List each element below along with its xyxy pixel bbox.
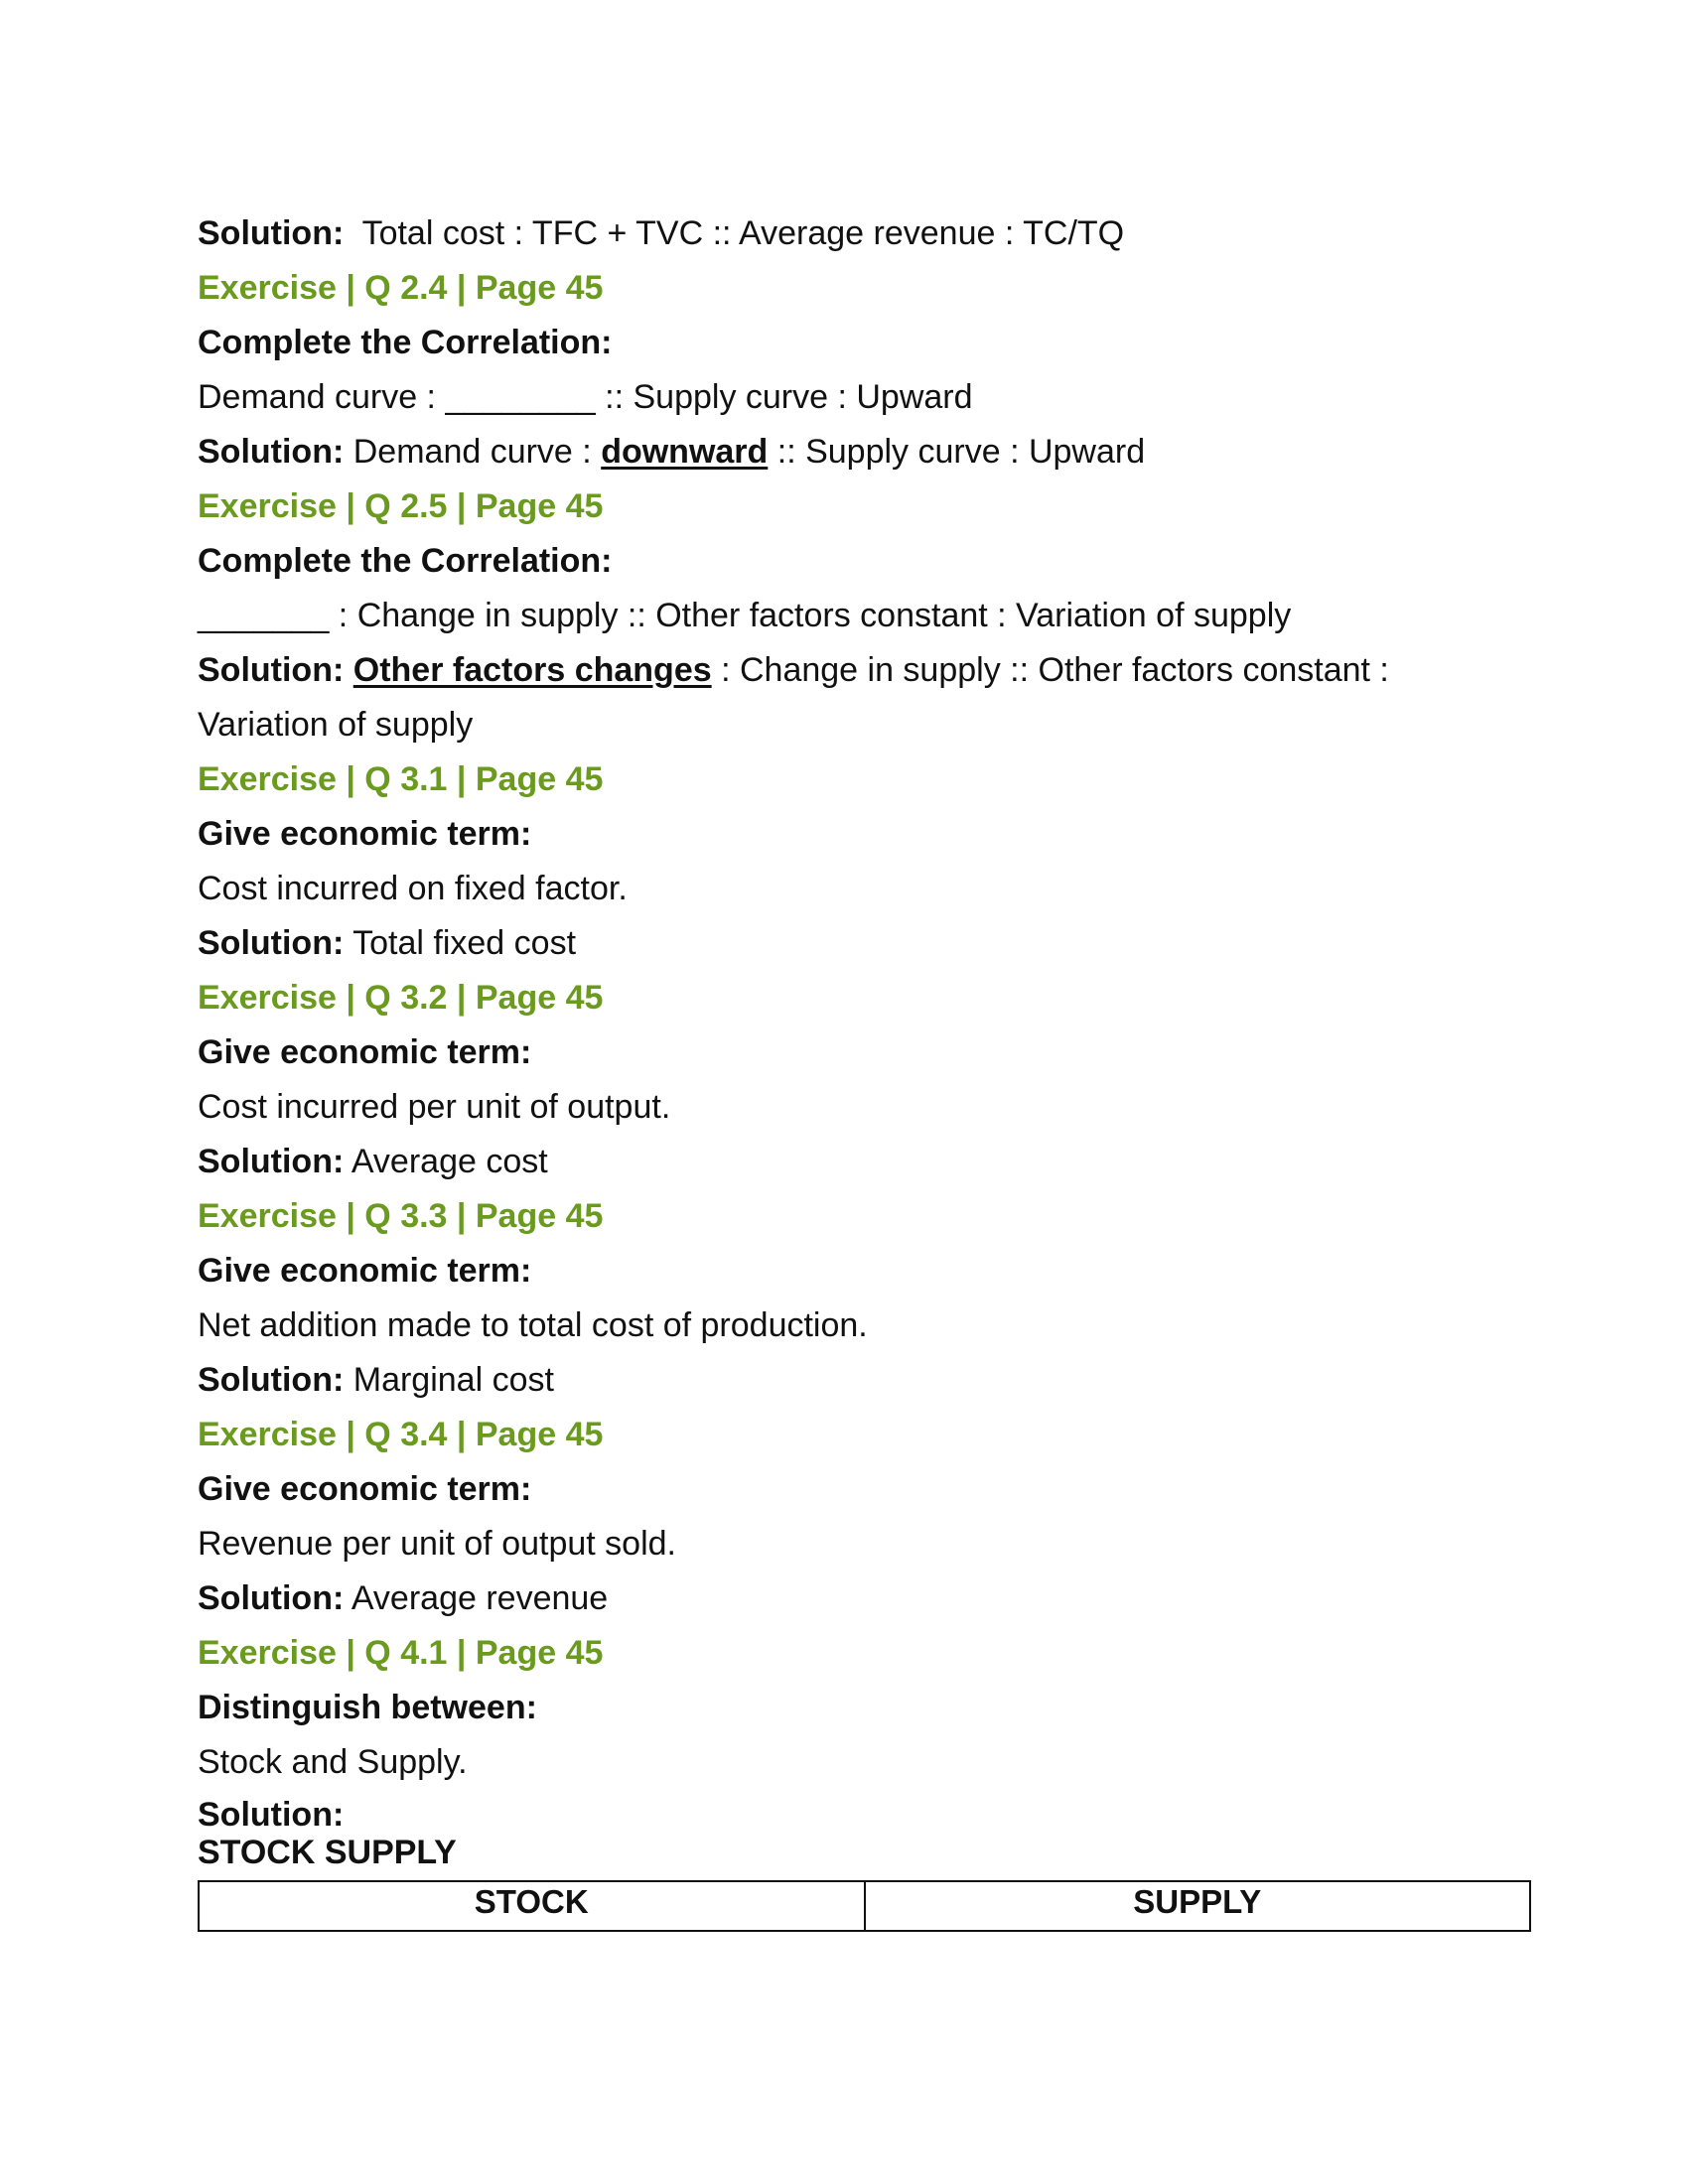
question-text: Revenue per unit of output sold. xyxy=(198,1525,676,1563)
solution-text xyxy=(344,651,352,689)
solution-text: :: Supply curve : Upward xyxy=(768,433,1146,471)
table-header-stock: STOCK xyxy=(199,1881,865,1931)
question-text: _______ : Change in supply :: Other factors constant : Variation of supply xyxy=(198,597,1292,634)
solution-label: Solution: xyxy=(198,1796,345,1834)
solution-text: Total cost : TFC + TVC :: Average revenue : TC/TQ xyxy=(344,214,1125,252)
solution-line xyxy=(198,432,1145,472)
solution-text: Demand curve : xyxy=(344,433,602,471)
exercise-heading: Exercise | Q 3.4 | Page 45 xyxy=(198,1416,604,1453)
question-text: Stock and Supply. xyxy=(198,1743,468,1781)
comparison-table xyxy=(198,1880,1531,1932)
solution-answer: Other factors changes xyxy=(352,651,712,689)
solution-label: Solution: xyxy=(198,1361,345,1399)
question-heading: Complete the Correlation: xyxy=(198,324,613,361)
question-text: Cost incurred per unit of output. xyxy=(198,1088,671,1126)
solution-label: Solution: xyxy=(198,1143,345,1180)
solution-label: Solution: xyxy=(198,1579,345,1617)
solution-label: Solution: xyxy=(198,651,345,689)
solution-line xyxy=(198,1578,608,1618)
question-heading: Give economic term: xyxy=(198,1252,532,1290)
question-text: Net addition made to total cost of production. xyxy=(198,1306,868,1344)
solution-text: Total fixed cost xyxy=(344,924,577,962)
question-heading: Give economic term: xyxy=(198,815,532,853)
table-header-row xyxy=(199,1881,1530,1931)
solution-text: Average cost xyxy=(344,1143,548,1180)
exercise-heading: Exercise | Q 3.2 | Page 45 xyxy=(198,979,604,1017)
table-header-supply: SUPPLY xyxy=(865,1881,1531,1931)
solution-line xyxy=(198,1360,554,1400)
solution-line xyxy=(198,213,1124,253)
exercise-heading: Exercise | Q 3.3 | Page 45 xyxy=(198,1197,604,1235)
exercise-heading: Exercise | Q 2.4 | Page 45 xyxy=(198,269,604,307)
exercise-heading: Exercise | Q 3.1 | Page 45 xyxy=(198,760,604,798)
solution-text-continued: Variation of supply xyxy=(198,706,474,744)
exercise-heading: Exercise | Q 2.5 | Page 45 xyxy=(198,487,604,525)
solution-text: Average revenue xyxy=(344,1579,609,1617)
question-text: Cost incurred on fixed factor. xyxy=(198,870,628,907)
solution-line xyxy=(198,650,1389,690)
exercise-heading: Exercise | Q 4.1 | Page 45 xyxy=(198,1634,604,1672)
question-heading: Distinguish between: xyxy=(198,1689,537,1726)
solution-text: Marginal cost xyxy=(344,1361,554,1399)
question-heading: Give economic term: xyxy=(198,1470,532,1508)
solution-label: Solution: xyxy=(198,214,345,252)
solution-answer: downward xyxy=(601,433,769,471)
solution-line xyxy=(198,923,576,963)
question-heading: Give economic term: xyxy=(198,1033,532,1071)
solution-line xyxy=(198,1142,548,1181)
solution-label: Solution: xyxy=(198,433,345,471)
question-text: Demand curve : ________ :: Supply curve : Upward xyxy=(198,378,973,416)
question-heading: Complete the Correlation: xyxy=(198,542,613,580)
solution-label: Solution: xyxy=(198,924,345,962)
table-caption: STOCK SUPPLY xyxy=(198,1834,457,1871)
solution-text: : Change in supply :: Other factors constant : xyxy=(711,651,1389,689)
